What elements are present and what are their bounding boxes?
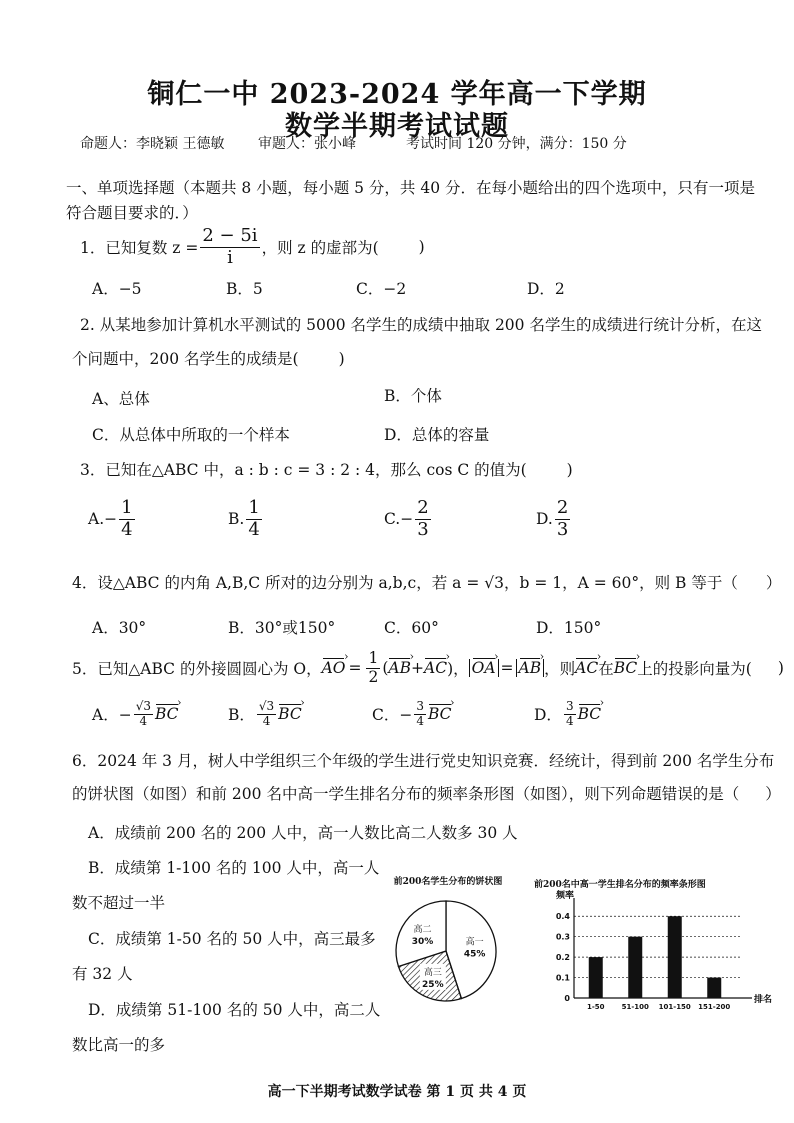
y-tick-label: 0.2 bbox=[555, 953, 570, 963]
q2-option-a[interactable]: A、总体 bbox=[92, 390, 150, 408]
q1-close: ) bbox=[418, 238, 425, 257]
q5-option-a-label: A．− bbox=[92, 706, 132, 725]
q4-close: ） bbox=[765, 574, 782, 592]
q3-option-b[interactable] bbox=[228, 498, 264, 540]
section-heading-line1: 一、单项选择题（本题共 8 小题，每小题 5 分，共 40 分．在每小题给出的四个选项中，只有一项是 bbox=[66, 179, 756, 197]
q6-line2-text: 的饼状图（如图）和前 200 名中高一学生排名分布的频率条形图（如图），则下列命题错误的是（ bbox=[72, 785, 740, 803]
q5-option-b-denominator: 4 bbox=[262, 713, 271, 728]
q4-option-b[interactable]: B．30°或150° bbox=[228, 619, 336, 637]
q5-option-b[interactable] bbox=[228, 700, 302, 729]
q5-option-b-vector: BC › bbox=[278, 705, 302, 723]
q1-option-b[interactable]: B．5 bbox=[226, 280, 263, 298]
q5-vector-ac: AC › bbox=[424, 659, 447, 677]
question-6-line1: 6．2024 年 3 月，树人中学组织三个年级的学生进行党史知识竞赛．经统计，得到前 200 名学生分布 bbox=[72, 752, 775, 770]
q6-option-a[interactable]: A．成绩前 200 名的 200 人中，高一人数比高二人数多 30 人 bbox=[88, 824, 518, 842]
q3-option-a-denominator: 4 bbox=[121, 518, 133, 540]
y-axis-label: 频率 bbox=[556, 891, 575, 901]
x-tick-label: 1-50 bbox=[586, 1003, 605, 1011]
q5-option-b-numerator: √3 bbox=[258, 699, 275, 713]
q2-option-b[interactable]: B．个体 bbox=[384, 387, 442, 405]
q2-line2-text: 个问题中，200 名学生的成绩是( bbox=[72, 350, 299, 368]
q3-option-a-label: A.− bbox=[88, 510, 118, 529]
q5-eq: = bbox=[348, 659, 362, 678]
q3-option-c-denominator: 3 bbox=[417, 518, 429, 540]
bar-chart-title: 前200名中高一学生排名分布的频率条形图 bbox=[534, 880, 706, 890]
q5-half-numerator: 1 bbox=[368, 649, 379, 667]
q5-vector-ab-abs: AB › bbox=[519, 659, 542, 677]
q5-part1: 5．已知△ABC 的外接圆圆心为 O， bbox=[72, 660, 322, 679]
q5-option-c-numerator: 3 bbox=[416, 699, 424, 713]
q1-suffix: ，则 z 的虚部为( bbox=[261, 239, 379, 258]
q3-option-c-numerator: 2 bbox=[417, 497, 429, 518]
q3-option-d-fraction bbox=[555, 498, 570, 540]
pie-chart bbox=[378, 874, 518, 1024]
q3-option-d[interactable] bbox=[536, 498, 572, 540]
q5-option-b-fraction bbox=[257, 700, 276, 729]
author-info: 命题人：李晓颖 王德敏 bbox=[80, 136, 225, 152]
q3-option-b-fraction bbox=[246, 498, 261, 540]
q2-option-d[interactable]: D．总体的容量 bbox=[384, 426, 490, 444]
q4-option-c[interactable]: C．60° bbox=[384, 619, 439, 637]
q6-option-d-line2[interactable]: 数比高一的多 bbox=[72, 1036, 166, 1054]
q3-stem-text: 3．已知在△ABC 中，a : b : c = 3 : 2 : 4，那么 cos C 的值为( bbox=[80, 461, 527, 479]
q5-option-a-fraction bbox=[134, 700, 153, 729]
question-5-stem bbox=[72, 650, 784, 687]
section-heading-line2: 符合题目要求的．） bbox=[66, 204, 198, 222]
q3-option-b-denominator: 4 bbox=[248, 518, 260, 540]
q5-option-c[interactable] bbox=[372, 700, 452, 729]
q5-eq2: = bbox=[500, 659, 514, 678]
q5-option-c-fraction bbox=[414, 700, 426, 729]
q4-option-a[interactable]: A．30° bbox=[92, 619, 147, 637]
q1-fraction bbox=[200, 226, 259, 268]
question-1-stem bbox=[80, 226, 425, 268]
q5-abs-oa bbox=[469, 659, 499, 677]
question-2-line1: 2. 从某地参加计算机水平测试的 5000 名学生的成绩中抽取 200 名学生的成绩进行统计分析，在这 bbox=[80, 316, 762, 334]
q5-option-a-denominator: 4 bbox=[139, 713, 148, 728]
y-tick-label: 0.4 bbox=[555, 912, 570, 922]
q5-option-c-vector: BC › bbox=[428, 705, 452, 723]
q1-prefix: 1．已知复数 z = bbox=[80, 239, 199, 258]
q3-option-b-numerator: 1 bbox=[248, 497, 260, 518]
q5-option-a-numerator: √3 bbox=[135, 699, 151, 713]
q3-option-d-numerator: 2 bbox=[556, 497, 569, 518]
q1-option-a[interactable]: A．−5 bbox=[92, 280, 142, 298]
q5-paren-close: )， bbox=[447, 660, 469, 679]
q5-half-denominator: 2 bbox=[368, 667, 379, 686]
question-2-line2 bbox=[72, 347, 345, 369]
q3-close: ) bbox=[566, 461, 573, 479]
q5-option-c-denominator: 4 bbox=[416, 713, 424, 728]
q5-close: ) bbox=[777, 659, 784, 678]
q5-plus: + bbox=[411, 659, 425, 678]
q6-option-c-line2[interactable]: 有 32 人 bbox=[72, 965, 133, 983]
question-4-stem bbox=[72, 571, 781, 593]
pie-label-percent: 30% bbox=[411, 936, 434, 947]
bar-chart bbox=[534, 877, 774, 1027]
q1-fraction-numerator: 2 − 5i bbox=[202, 225, 258, 246]
q3-option-c-label: C.− bbox=[384, 510, 414, 529]
q3-option-d-label: D. bbox=[536, 510, 553, 529]
q5-part4: 上的投影向量为( bbox=[637, 660, 752, 679]
q5-option-d-vector: BC › bbox=[578, 705, 602, 723]
bar-1-50 bbox=[589, 957, 603, 998]
pie-label-category: 高一 bbox=[465, 937, 484, 948]
pie-label-percent: 45% bbox=[463, 949, 486, 960]
q2-close: ) bbox=[338, 350, 345, 368]
q5-vector-ao: AO › bbox=[322, 659, 346, 677]
question-6-line2 bbox=[72, 782, 781, 804]
q5-option-d[interactable] bbox=[534, 700, 601, 729]
q5-part2: ，则 bbox=[544, 660, 576, 679]
question-3-stem bbox=[80, 458, 573, 480]
pie-label-category: 高三 bbox=[423, 967, 442, 978]
x-tick-label: 51-100 bbox=[621, 1003, 649, 1011]
q6-option-b-line2[interactable]: 数不超过一半 bbox=[72, 894, 166, 912]
q5-vector-bc: BC › bbox=[614, 659, 638, 677]
q1-option-c[interactable]: C．−2 bbox=[356, 280, 407, 298]
q5-vector-ac-2: AC › bbox=[575, 659, 598, 677]
q5-option-c-label: C．− bbox=[372, 706, 413, 725]
q5-option-d-fraction bbox=[564, 700, 576, 729]
bar-151-200 bbox=[707, 978, 721, 998]
q6-option-b-line1[interactable]: B．成绩第 1-100 名的 100 人中，高一人 bbox=[88, 859, 380, 877]
q6-option-c-line1[interactable]: C．成绩第 1-50 名的 50 人中，高三最多 bbox=[88, 930, 376, 948]
q5-abs-ab bbox=[516, 659, 545, 677]
q5-option-b-label: B． bbox=[228, 706, 255, 725]
pie-chart-svg bbox=[378, 887, 518, 1017]
q3-option-a-numerator: 1 bbox=[121, 497, 133, 518]
q2-option-c[interactable]: C．从总体中所取的一个样本 bbox=[92, 426, 290, 444]
q5-option-d-label: D． bbox=[534, 706, 562, 725]
time-score-info: 考试时间 120 分钟，满分：150 分 bbox=[406, 136, 627, 152]
x-tick-label: 151-200 bbox=[698, 1003, 731, 1011]
y-tick-label: 0.1 bbox=[555, 973, 570, 983]
exam-title-line2: 数学半期考试试题 bbox=[285, 111, 509, 142]
q5-part3: 在 bbox=[598, 660, 614, 679]
q3-option-a-fraction bbox=[119, 498, 134, 540]
exam-title-line1: 铜仁一中 2023-2024 学年高一下学期 bbox=[147, 79, 647, 110]
q6-close: ） bbox=[765, 785, 781, 803]
x-tick-label: 101-150 bbox=[658, 1003, 691, 1011]
q6-option-d-line1[interactable]: D．成绩第 51-100 名的 50 人中，高二人 bbox=[88, 1001, 381, 1019]
page-footer: 高一下半期考试数学试卷 第 1 页 共 4 页 bbox=[267, 1084, 527, 1100]
q3-option-c[interactable] bbox=[384, 498, 433, 540]
q4-stem-text: 4．设△ABC 的内角 A,B,C 所对的边分别为 a,b,c，若 a = √3，b = 1，A = 60°，则 B 等于（ bbox=[72, 574, 738, 592]
q1-option-d[interactable]: D．2 bbox=[527, 280, 565, 298]
pie-label-category: 高二 bbox=[413, 924, 432, 935]
bar-101-150 bbox=[668, 916, 682, 998]
q3-option-b-label: B. bbox=[228, 510, 245, 529]
reviewer-info: 审题人：张小峰 bbox=[258, 136, 356, 152]
x-axis-label: 排名 bbox=[754, 995, 773, 1005]
q3-option-c-fraction bbox=[415, 498, 430, 540]
q5-vector-ab: AB › bbox=[388, 659, 411, 677]
q5-option-d-numerator: 3 bbox=[565, 699, 574, 713]
q1-fraction-denominator: i bbox=[227, 246, 233, 268]
bar-51-100 bbox=[628, 937, 642, 998]
q5-option-d-denominator: 4 bbox=[565, 713, 574, 728]
y-tick-label: 0.3 bbox=[555, 932, 570, 942]
q5-vector-oa: OA › bbox=[472, 659, 496, 677]
q3-option-d-denominator: 3 bbox=[556, 518, 569, 540]
bar-chart-svg bbox=[534, 890, 774, 1025]
y-tick-label: 0 bbox=[564, 994, 570, 1003]
q5-option-a[interactable] bbox=[92, 700, 179, 729]
q4-option-d[interactable]: D．150° bbox=[536, 619, 602, 637]
pie-label-percent: 25% bbox=[422, 979, 444, 990]
q3-option-a[interactable] bbox=[88, 498, 137, 540]
q5-paren-open: ( bbox=[382, 659, 389, 678]
pie-chart-title: 前200名学生分布的饼状图 bbox=[393, 877, 503, 887]
q5-option-a-vector: BC › bbox=[155, 705, 179, 723]
q5-half-fraction bbox=[366, 650, 380, 687]
